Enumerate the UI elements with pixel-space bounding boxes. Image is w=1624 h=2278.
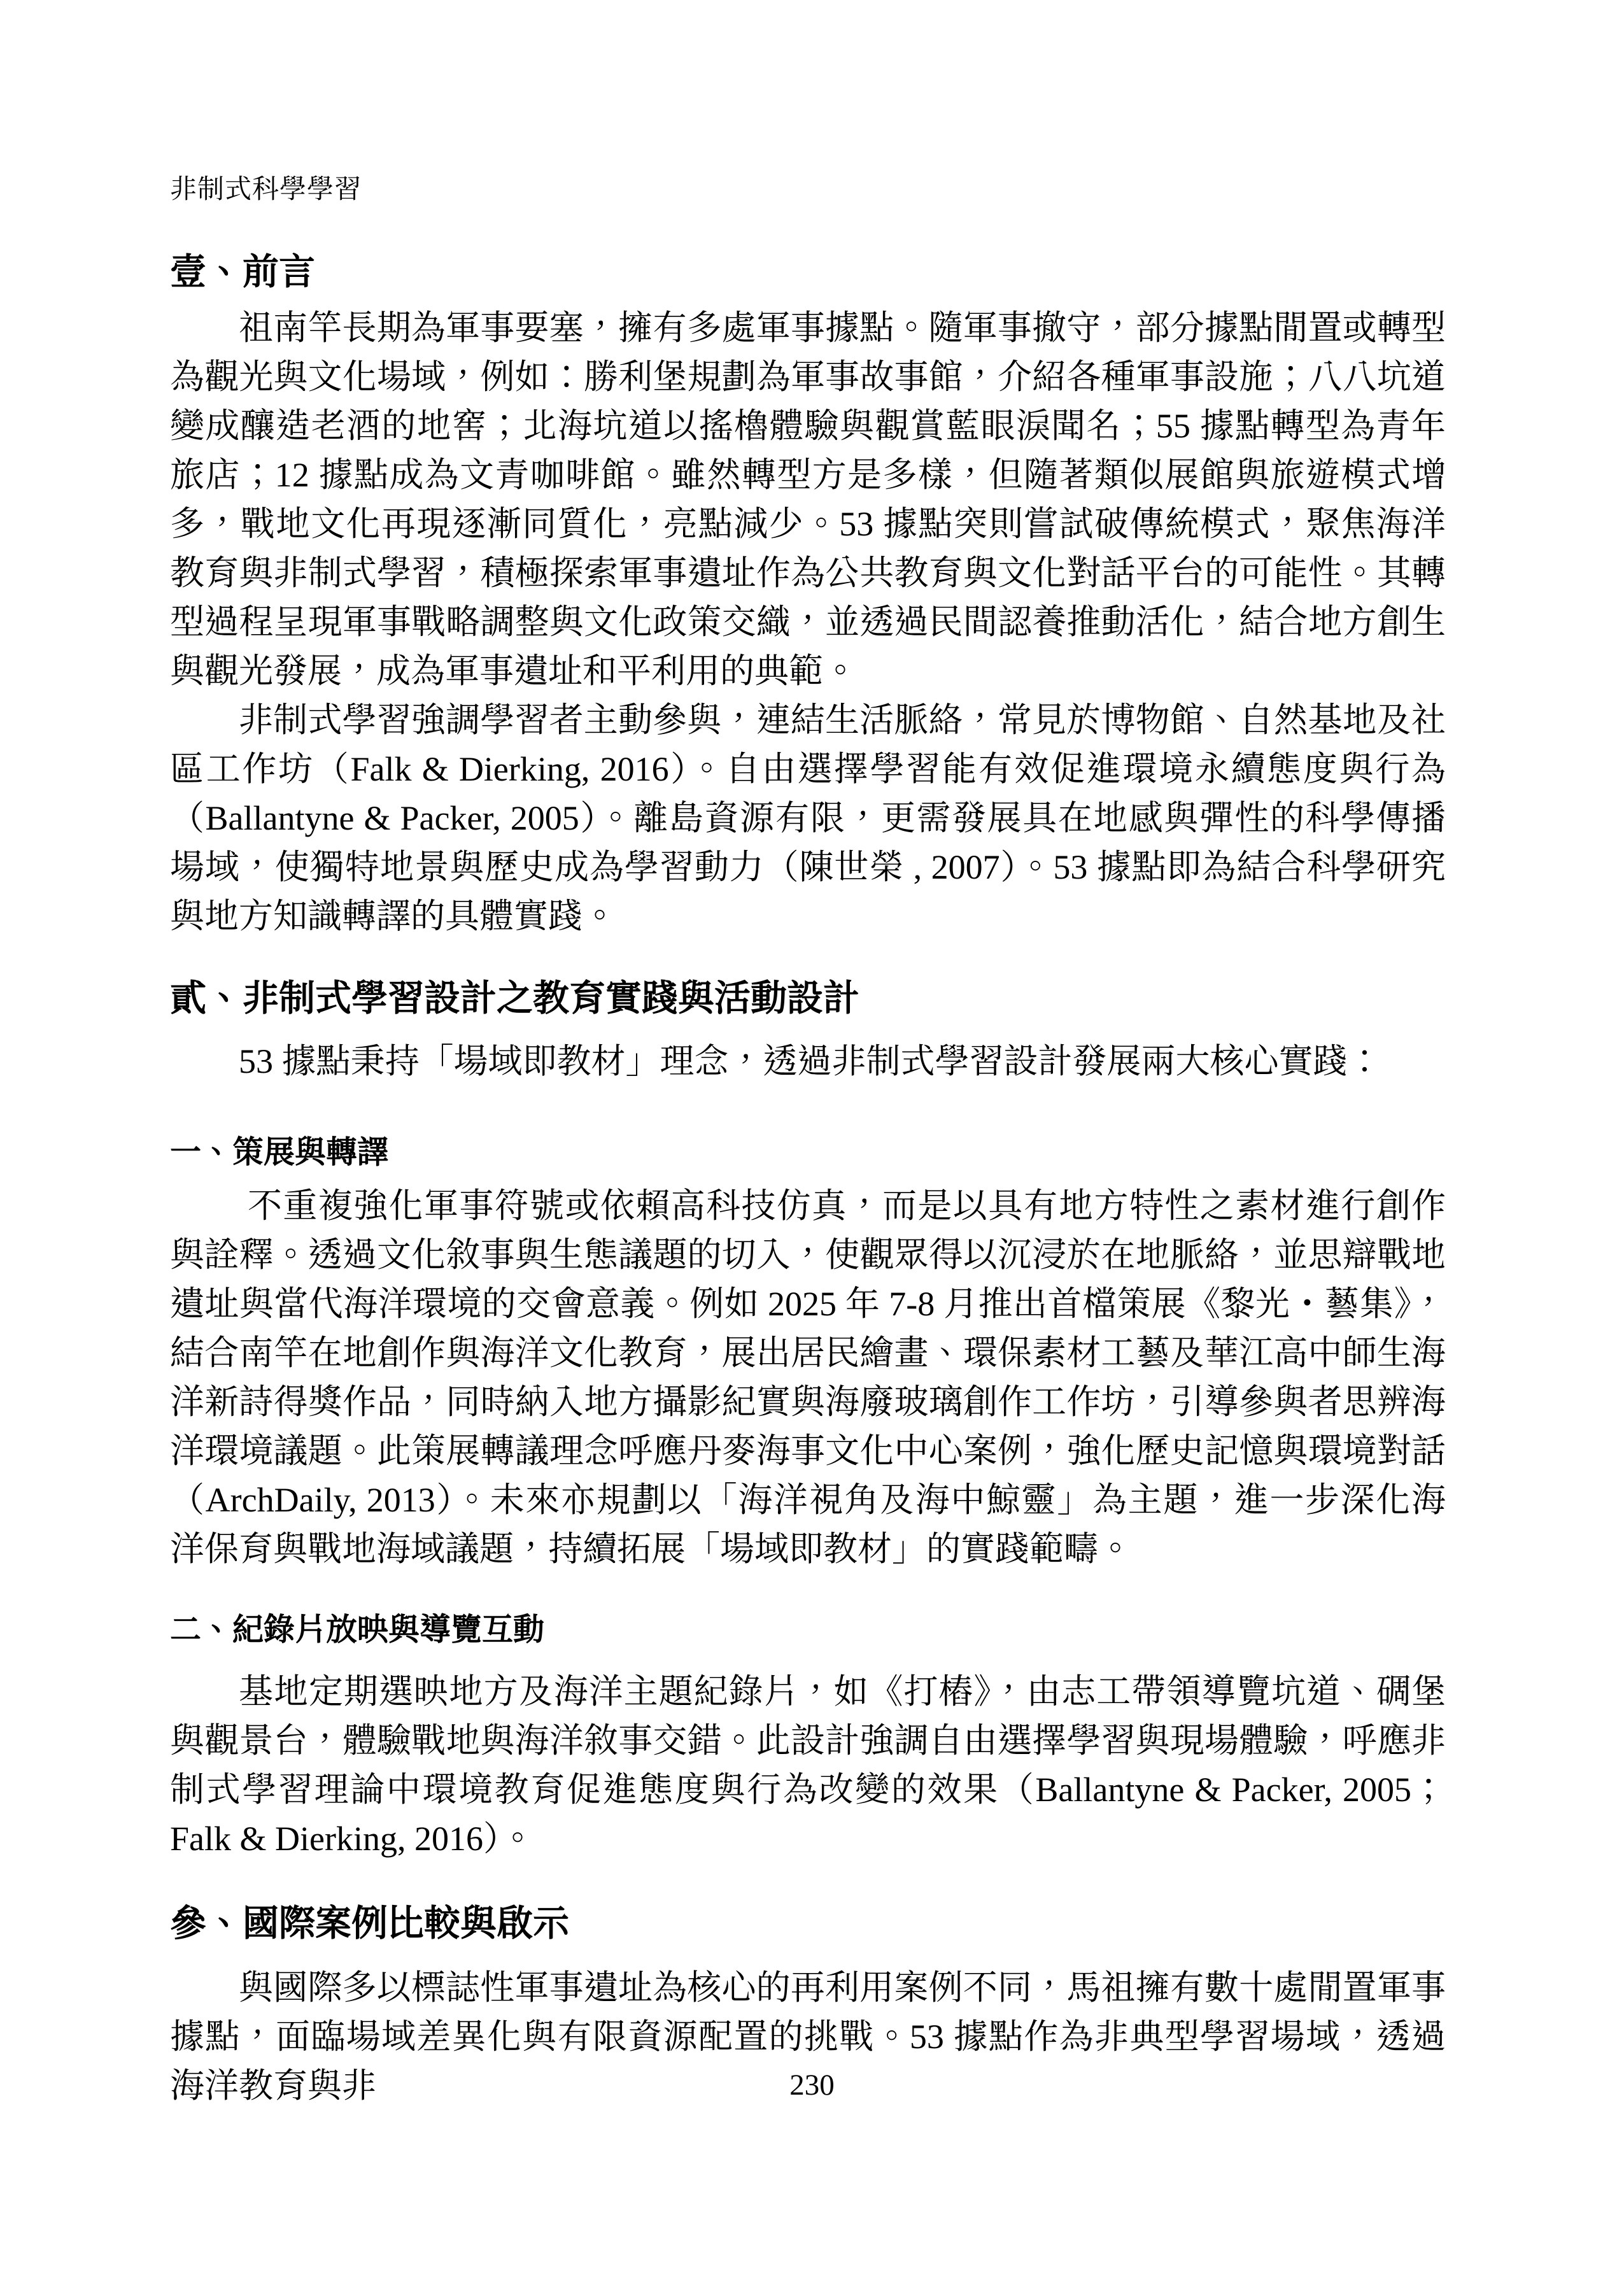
section-3-paragraph-1: 與國際多以標誌性軍事遺址為核心的再利用案例不同，馬祖擁有數十處閒置軍事據點，面臨場域差異化與有限資源配置的挑戰。53 據點作為非典型學習場域，透過海洋教育與非 (170, 1969, 1446, 2105)
section-2-subsection-2-heading: 二、紀錄片放映與導覽互動 (170, 1612, 545, 1648)
section-3-heading: 參、國際案例比較與啟示 (170, 1903, 569, 1944)
section-1-paragraph-1: 祖南竿長期為軍事要塞，擁有多處軍事據點。隨軍事撤守，部分據點閒置或轉型為觀光與文化場域，例如：勝利堡規劃為軍事故事館，介紹各種軍事設施；八八坑道變成釀造老酒的地窖；北海坑道以搖櫓體驗與觀賞藍眼淚聞名；55 據點轉型為青年旅店；12 據點成為文青咖啡館。雖然轉型方是多樣，但隨著類似展館與旅遊模式增多，戰地文化再現逐漸同質化，亮點減少。53 據點突則嘗試破傳統模式，聚焦海洋教育與非制式學習，積極探索軍事遺址作為公共教育與文化對話平台的可能性。其轉型過程呈現軍事戰略調整與文化政策交織，並透過民間認養推動活化，結合地方創生與觀光發展，成為軍事遺址和平利用的典範。 (170, 308, 1446, 690)
section-2-intro-paragraph: 53 據點秉持「場域即教材」理念，透過非制式學習設計發展兩大核心實踐： (239, 1042, 1382, 1081)
running-header: 非制式科學學習 (170, 175, 362, 204)
section-2-subsection-1-paragraph: 不重複強化軍事符號或依賴高科技仿真，而是以具有地方特性之素材進行創作與詮釋。透過文化敘事與生態議題的切入，使觀眾得以沉浸於在地脈絡，並思辯戰地遺址與當代海洋環境的交會意義。例如 2025 年 7-8 月推出首檔策展《黎光・藝集》，結合南竿在地創作與海洋文化教育，展出居民繪畫、環保素材工藝及華江高中師生海洋新詩得獎作品，同時納入地方攝影紀實與海廢玻璃創作工作坊，引導參與者思辨海洋環境議題。此策展轉議理念呼應丹麥海事文化中心案例，強化歷史記憶與環境對話（ArchDaily, 2013）。未來亦規劃以「海洋視角及海中鯨靈」為主題，進一步深化海洋保育與戰地海域議題，持續拓展「場域即教材」的實踐範疇。 (170, 1187, 1446, 1569)
section-2-subsection-1-heading: 一、策展與轉譯 (170, 1135, 389, 1170)
section-1-heading: 壹、前言 (170, 252, 315, 292)
section-2-subsection-2-paragraph: 基地定期選映地方及海洋主題紀錄片，如《打樁》，由志工帶領導覽坑道、碉堡與觀景台，體驗戰地與海洋敘事交錯。此設計強調自由選擇學習與現場體驗，呼應非制式學習理論中環境教育促進態度與行為改變的效果（Ballantyne & Packer, 2005；Falk & Dierking, 2016）。 (170, 1672, 1446, 1858)
section-2-heading: 貳、非制式學習設計之教育實踐與活動設計 (170, 978, 859, 1019)
section-1-paragraph-2: 非制式學習強調學習者主動參與，連結生活脈絡，常見於博物館、自然基地及社區工作坊（Falk & Dierking, 2016）。自由選擇學習能有效促進環境永續態度與行為（Ballantyne & Packer, 2005）。離島資源有限，更需發展具在地感與彈性的科學傳播場域，使獨特地景與歷史成為學習動力（陳世榮 , 2007）。53 據點即為結合科學研究與地方知識轉譯的具體實踐。 (170, 700, 1446, 935)
page-number: 230 (789, 2069, 835, 2102)
